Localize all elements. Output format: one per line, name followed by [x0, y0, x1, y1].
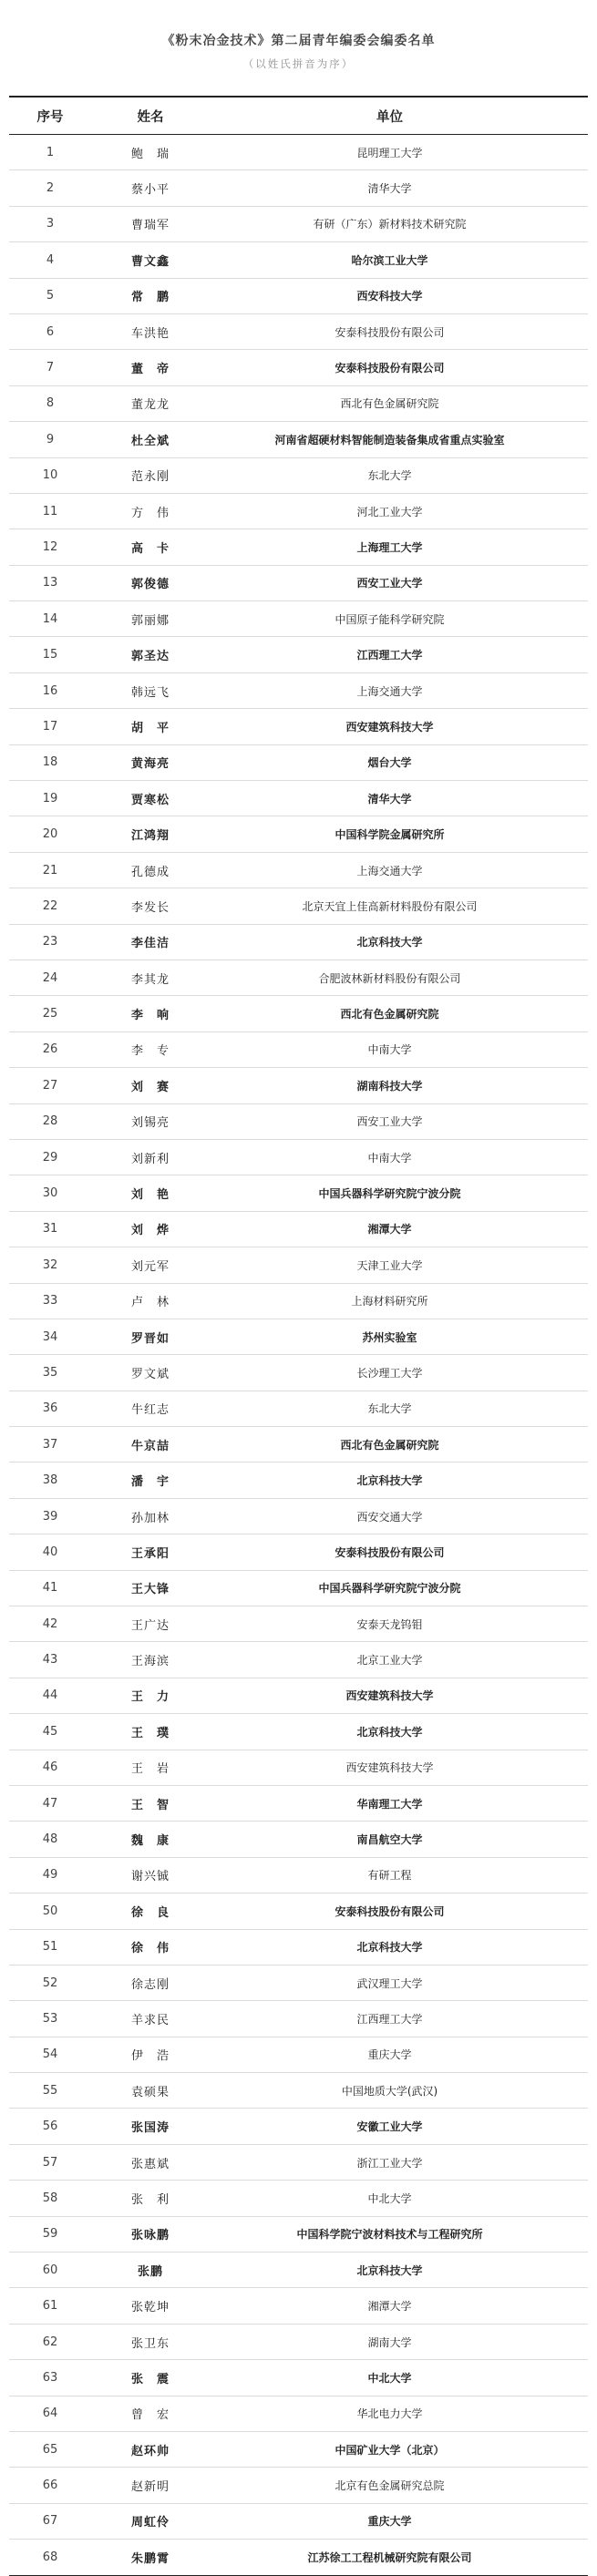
row-no: 10 — [42, 468, 58, 483]
row-no: 64 — [42, 2407, 58, 2421]
row-unit: 中国兵器科学研究院宁波分院 — [318, 1582, 461, 1596]
table-row — [9, 637, 588, 672]
row-unit: 西北有色金属研究院 — [340, 397, 439, 411]
table-row — [9, 2468, 588, 2503]
row-no: 41 — [42, 1581, 58, 1596]
row-name: 魏 康 — [130, 1834, 170, 1849]
table-row — [9, 2109, 588, 2144]
table-row — [9, 2504, 588, 2540]
row-no: 58 — [42, 2191, 58, 2205]
row-name: 郭俊德 — [130, 578, 170, 592]
table-row — [9, 853, 588, 888]
row-no: 23 — [42, 935, 58, 949]
row-name: 江鸿翔 — [130, 829, 170, 844]
row-name: 刘元军 — [130, 1259, 170, 1274]
row-no: 66 — [42, 2479, 58, 2493]
row-no: 25 — [42, 1007, 58, 1021]
row-unit: 安泰科技股份有限公司 — [335, 1545, 445, 1559]
table-row — [9, 996, 588, 1031]
table-row — [9, 1786, 588, 1822]
table-row — [9, 2217, 588, 2253]
row-name: 曹瑞军 — [130, 219, 170, 233]
table-header-row — [9, 96, 588, 135]
row-no: 31 — [42, 1222, 58, 1237]
row-unit: 中南大学 — [367, 1151, 412, 1165]
row-name: 鲍 瑞 — [130, 147, 170, 161]
row-no: 61 — [42, 2299, 58, 2314]
table-row — [9, 1355, 588, 1391]
row-no: 29 — [42, 1150, 58, 1165]
row-unit: 湘潭大学 — [367, 1223, 412, 1237]
row-no: 38 — [42, 1473, 58, 1488]
row-unit: 湖南科技大学 — [356, 1079, 423, 1093]
row-name: 徐 伟 — [130, 1942, 170, 1956]
row-name: 王 力 — [130, 1690, 170, 1705]
row-unit: 西北有色金属研究院 — [340, 1438, 439, 1452]
row-unit: 中国地质大学(武汉) — [341, 2084, 438, 2098]
row-no: 20 — [42, 827, 58, 842]
table-row — [9, 1678, 588, 1714]
row-no: 14 — [42, 611, 58, 626]
table-row — [9, 2325, 588, 2360]
row-name: 曹文鑫 — [130, 254, 170, 269]
table-row — [9, 1319, 588, 1355]
row-no: 52 — [42, 1976, 58, 1990]
row-unit: 重庆大学 — [367, 2048, 412, 2062]
row-name: 王承阳 — [130, 1546, 170, 1561]
row-no: 53 — [42, 2012, 58, 2026]
table-row — [9, 1822, 588, 1857]
row-no: 13 — [42, 576, 58, 590]
row-unit: 北京有色金属研究总院 — [335, 2479, 445, 2493]
row-no: 11 — [42, 504, 58, 518]
row-no: 17 — [42, 719, 58, 734]
row-name: 罗文斌 — [130, 1367, 170, 1381]
row-name: 刘锡亮 — [130, 1116, 170, 1131]
row-unit: 河南省超硬材料智能制造装备集成省重点实验室 — [274, 433, 505, 446]
row-unit: 中北大学 — [367, 2191, 412, 2205]
table-row — [9, 2432, 588, 2468]
row-name: 车洪艳 — [130, 326, 170, 341]
row-unit: 哈尔滨工业大学 — [351, 253, 428, 267]
row-name: 卢 林 — [130, 1296, 170, 1310]
row-no: 39 — [42, 1509, 58, 1524]
row-no: 47 — [42, 1796, 58, 1811]
row-name: 罗晋如 — [130, 1331, 170, 1346]
row-no: 16 — [42, 683, 58, 698]
row-name: 贾寒松 — [130, 793, 170, 807]
row-name: 谢兴铖 — [130, 1870, 170, 1884]
row-name: 伊 浩 — [130, 2049, 170, 2064]
table-row — [9, 1104, 588, 1140]
row-name: 张咏鹏 — [130, 2229, 170, 2243]
row-unit: 清华大学 — [367, 182, 412, 196]
table-row — [9, 2288, 588, 2324]
row-name: 张 利 — [130, 2192, 170, 2207]
table-row — [9, 1534, 588, 1570]
table-row — [9, 207, 588, 242]
table-row — [9, 170, 588, 206]
row-unit: 西安建筑科技大学 — [345, 1689, 434, 1703]
row-name: 常 鹏 — [130, 291, 170, 305]
row-unit: 中国科学院宁波材料技术与工程研究所 — [296, 2228, 483, 2242]
table-row — [9, 2145, 588, 2181]
row-no: 3 — [46, 217, 55, 231]
row-no: 57 — [42, 2155, 58, 2170]
member-table — [9, 96, 588, 2576]
row-unit: 昆明理工大学 — [356, 146, 423, 159]
row-unit: 东北大学 — [367, 1402, 412, 1416]
row-unit: 北京科技大学 — [356, 1474, 423, 1488]
row-no: 18 — [42, 755, 58, 770]
row-unit: 烟台大学 — [367, 756, 412, 770]
row-name: 张鹏 — [137, 2264, 163, 2279]
row-name: 杜全斌 — [130, 434, 170, 448]
row-no: 46 — [42, 1760, 58, 1775]
table-row — [9, 925, 588, 960]
row-no: 6 — [46, 324, 55, 339]
row-unit: 安泰科技股份有限公司 — [335, 362, 445, 375]
row-name: 王 璞 — [130, 1726, 170, 1740]
row-unit: 中国兵器科学研究院宁波分院 — [318, 1187, 461, 1201]
row-no: 22 — [42, 898, 58, 913]
table-row — [9, 1247, 588, 1283]
row-no: 33 — [42, 1294, 58, 1309]
table-row — [9, 2037, 588, 2073]
row-no: 51 — [42, 1940, 58, 1955]
row-unit: 湘潭大学 — [367, 2300, 412, 2314]
row-name: 董 帝 — [130, 363, 170, 377]
row-no: 9 — [46, 432, 55, 446]
table-row — [9, 1140, 588, 1175]
row-name: 牛京喆 — [130, 1439, 170, 1453]
row-no: 4 — [46, 252, 55, 267]
table-row — [9, 1284, 588, 1319]
row-unit: 有研（广东）新材料技术研究院 — [313, 218, 467, 231]
row-unit: 武汉理工大学 — [356, 1976, 423, 1990]
row-no: 27 — [42, 1078, 58, 1093]
row-unit: 北京科技大学 — [356, 2263, 423, 2277]
row-name: 刘 烨 — [130, 1224, 170, 1238]
table-row — [9, 1068, 588, 1103]
row-no: 43 — [42, 1653, 58, 1668]
row-unit: 华南理工大学 — [356, 1797, 423, 1811]
row-name: 徐志刚 — [130, 1977, 170, 1992]
table-row — [9, 1462, 588, 1498]
row-unit: 西安工业大学 — [356, 1115, 423, 1129]
table-row — [9, 2540, 588, 2575]
row-unit: 安泰天龙钨钼 — [356, 1617, 423, 1631]
table-row — [9, 1714, 588, 1750]
table-row — [9, 601, 588, 637]
table-row — [9, 2001, 588, 2037]
row-name: 韩远飞 — [130, 685, 170, 700]
row-no: 30 — [42, 1186, 58, 1201]
header-unit: 单位 — [376, 109, 403, 125]
row-no: 68 — [42, 2550, 58, 2564]
document-title: 《粉末冶金技术》第二届青年编委会编委名单 — [161, 34, 436, 48]
row-name: 潘 宇 — [130, 1475, 170, 1490]
row-no: 7 — [46, 361, 55, 375]
table-row — [9, 1930, 588, 1965]
table-row — [9, 494, 588, 529]
table-row — [9, 1606, 588, 1642]
row-no: 60 — [42, 2263, 58, 2277]
row-name: 曾 宏 — [130, 2408, 170, 2423]
row-unit: 中国原子能科学研究院 — [335, 612, 445, 626]
table-row — [9, 673, 588, 709]
row-name: 周虹伶 — [130, 2516, 170, 2530]
row-unit: 有研工程 — [367, 1869, 412, 1883]
row-unit: 中国科学院金属研究所 — [335, 828, 445, 842]
row-name: 王 岩 — [130, 1762, 170, 1777]
document-subtitle: （以姓氏拼音为序） — [242, 57, 355, 70]
row-name: 王广达 — [130, 1618, 170, 1633]
table-row — [9, 709, 588, 744]
row-no: 1 — [46, 145, 55, 159]
row-unit: 江西理工大学 — [356, 649, 423, 662]
row-name: 张 震 — [130, 2372, 170, 2386]
table-row — [9, 2253, 588, 2288]
row-name: 张国涛 — [130, 2121, 170, 2136]
row-name: 李其龙 — [130, 972, 170, 987]
table-row — [9, 314, 588, 350]
row-no: 65 — [42, 2442, 58, 2457]
table-row — [9, 1642, 588, 1678]
row-name: 刘 赛 — [130, 1080, 170, 1094]
row-no: 28 — [42, 1114, 58, 1129]
row-name: 李 响 — [130, 1009, 170, 1023]
row-name: 刘 艳 — [130, 1188, 170, 1203]
row-name: 张卫东 — [130, 2336, 170, 2351]
row-unit: 清华大学 — [367, 792, 412, 806]
table-row — [9, 1894, 588, 1929]
row-name: 郭圣达 — [130, 650, 170, 664]
row-name: 蔡小平 — [130, 183, 170, 198]
row-no: 40 — [42, 1545, 58, 1559]
table-row — [9, 1571, 588, 1606]
table-row — [9, 458, 588, 494]
row-name: 徐 良 — [130, 1905, 170, 1920]
table-row — [9, 1175, 588, 1211]
row-no: 44 — [42, 1688, 58, 1703]
row-no: 32 — [42, 1257, 58, 1272]
row-unit: 北京工业大学 — [356, 1654, 423, 1668]
row-name: 朱鹏霄 — [130, 2551, 170, 2566]
table-row — [9, 2181, 588, 2216]
row-no: 34 — [42, 1329, 58, 1344]
row-name: 李发长 — [130, 900, 170, 915]
row-name: 范永刚 — [130, 470, 170, 485]
row-no: 50 — [42, 1904, 58, 1918]
table-row — [9, 350, 588, 385]
row-no: 36 — [42, 1401, 58, 1416]
row-no: 37 — [42, 1437, 58, 1452]
row-unit: 上海交通大学 — [356, 684, 423, 698]
row-no: 2 — [46, 181, 55, 196]
row-name: 赵环帅 — [130, 2444, 170, 2458]
row-unit: 北京天宜上佳高新材料股份有限公司 — [302, 899, 478, 913]
row-name: 刘新利 — [130, 1152, 170, 1166]
row-no: 35 — [42, 1365, 58, 1380]
row-unit: 长沙理工大学 — [356, 1366, 423, 1380]
row-unit: 西安科技大学 — [356, 290, 423, 303]
row-no: 45 — [42, 1724, 58, 1739]
table-row — [9, 888, 588, 924]
row-name: 李 专 — [130, 1044, 170, 1059]
row-unit: 湖南大学 — [367, 2335, 412, 2349]
row-name: 李佳洁 — [130, 937, 170, 951]
table-row — [9, 2396, 588, 2432]
row-name: 胡 平 — [130, 721, 170, 735]
row-no: 62 — [42, 2335, 58, 2349]
table-row — [9, 781, 588, 816]
row-unit: 天津工业大学 — [356, 1258, 423, 1272]
header-name: 姓名 — [137, 109, 164, 125]
row-no: 12 — [42, 539, 58, 554]
table-row — [9, 279, 588, 314]
table-row — [9, 529, 588, 565]
table-row — [9, 816, 588, 852]
table-row — [9, 745, 588, 781]
row-name: 孙加林 — [130, 1511, 170, 1525]
table-row — [9, 1499, 588, 1534]
row-no: 26 — [42, 1042, 58, 1057]
row-unit: 北京科技大学 — [356, 936, 423, 949]
row-name: 赵新明 — [130, 2480, 170, 2495]
row-no: 24 — [42, 970, 58, 985]
row-unit: 西安交通大学 — [356, 1510, 423, 1524]
row-unit: 安泰科技股份有限公司 — [335, 1904, 445, 1918]
row-unit: 河北工业大学 — [356, 505, 423, 518]
row-unit: 上海材料研究所 — [351, 1295, 428, 1309]
row-no: 8 — [46, 396, 55, 411]
row-name: 孔德成 — [130, 865, 170, 879]
row-unit: 重庆大学 — [367, 2515, 412, 2529]
table-row — [9, 1965, 588, 2001]
row-unit: 华北电力大学 — [356, 2407, 423, 2421]
table-row — [9, 1391, 588, 1427]
table-row — [9, 1750, 588, 1786]
table-row — [9, 242, 588, 278]
table-row — [9, 386, 588, 422]
row-unit: 南昌航空大学 — [356, 1833, 423, 1847]
row-name: 黄海亮 — [130, 757, 170, 772]
row-no: 15 — [42, 648, 58, 662]
row-name: 张惠斌 — [130, 2157, 170, 2171]
row-unit: 上海交通大学 — [356, 864, 423, 877]
row-unit: 苏州实验室 — [362, 1330, 417, 1344]
row-no: 63 — [42, 2370, 58, 2385]
header-no: 序号 — [36, 109, 64, 125]
row-unit: 中北大学 — [367, 2371, 412, 2385]
row-name: 袁硕果 — [130, 2085, 170, 2099]
row-name: 高 卡 — [130, 541, 170, 556]
table-row — [9, 1858, 588, 1894]
table-row — [9, 566, 588, 601]
row-no: 67 — [42, 2514, 58, 2529]
row-unit: 中南大学 — [367, 1043, 412, 1057]
row-no: 54 — [42, 2047, 58, 2062]
row-name: 郭丽娜 — [130, 613, 170, 628]
row-unit: 西安建筑科技大学 — [345, 1761, 434, 1775]
table-row — [9, 960, 588, 996]
row-name: 羊求民 — [130, 2014, 170, 2027]
row-no: 55 — [42, 2083, 58, 2098]
row-unit: 中国矿业大学（北京） — [335, 2443, 445, 2457]
row-unit: 浙江工业大学 — [356, 2156, 423, 2170]
row-name: 张乾坤 — [130, 2301, 170, 2315]
row-name: 王 智 — [130, 1798, 170, 1812]
row-unit: 合肥波林新材料股份有限公司 — [318, 971, 461, 985]
row-unit: 西北有色金属研究院 — [340, 1008, 439, 1021]
table-row — [9, 2360, 588, 2396]
row-unit: 安徽工业大学 — [356, 2120, 423, 2134]
table-row — [9, 135, 588, 170]
row-name: 董龙龙 — [130, 398, 170, 413]
row-unit: 安泰科技股份有限公司 — [335, 325, 445, 339]
row-unit: 上海理工大学 — [356, 540, 423, 554]
table-body — [9, 135, 588, 2576]
row-no: 21 — [42, 863, 58, 877]
row-unit: 江西理工大学 — [356, 2013, 423, 2026]
table-row — [9, 1212, 588, 1247]
row-unit: 江苏徐工工程机械研究院有限公司 — [307, 2550, 472, 2564]
row-name: 王海滨 — [130, 1655, 170, 1669]
row-no: 59 — [42, 2227, 58, 2242]
row-unit: 北京科技大学 — [356, 1725, 423, 1739]
row-no: 48 — [42, 1832, 58, 1847]
row-no: 5 — [46, 289, 55, 303]
table-row — [9, 1032, 588, 1068]
row-name: 方 伟 — [130, 506, 170, 520]
row-no: 42 — [42, 1616, 58, 1631]
row-name: 王大锋 — [130, 1583, 170, 1597]
row-no: 49 — [42, 1868, 58, 1883]
row-unit: 西安建筑科技大学 — [345, 720, 434, 734]
row-unit: 东北大学 — [367, 469, 412, 483]
row-unit: 北京科技大学 — [356, 1941, 423, 1955]
table-row — [9, 422, 588, 457]
table-row — [9, 2073, 588, 2109]
row-unit: 西安工业大学 — [356, 577, 423, 590]
row-no: 19 — [42, 791, 58, 806]
row-name: 牛红志 — [130, 1403, 170, 1418]
table-row — [9, 1427, 588, 1462]
row-no: 56 — [42, 2119, 58, 2134]
